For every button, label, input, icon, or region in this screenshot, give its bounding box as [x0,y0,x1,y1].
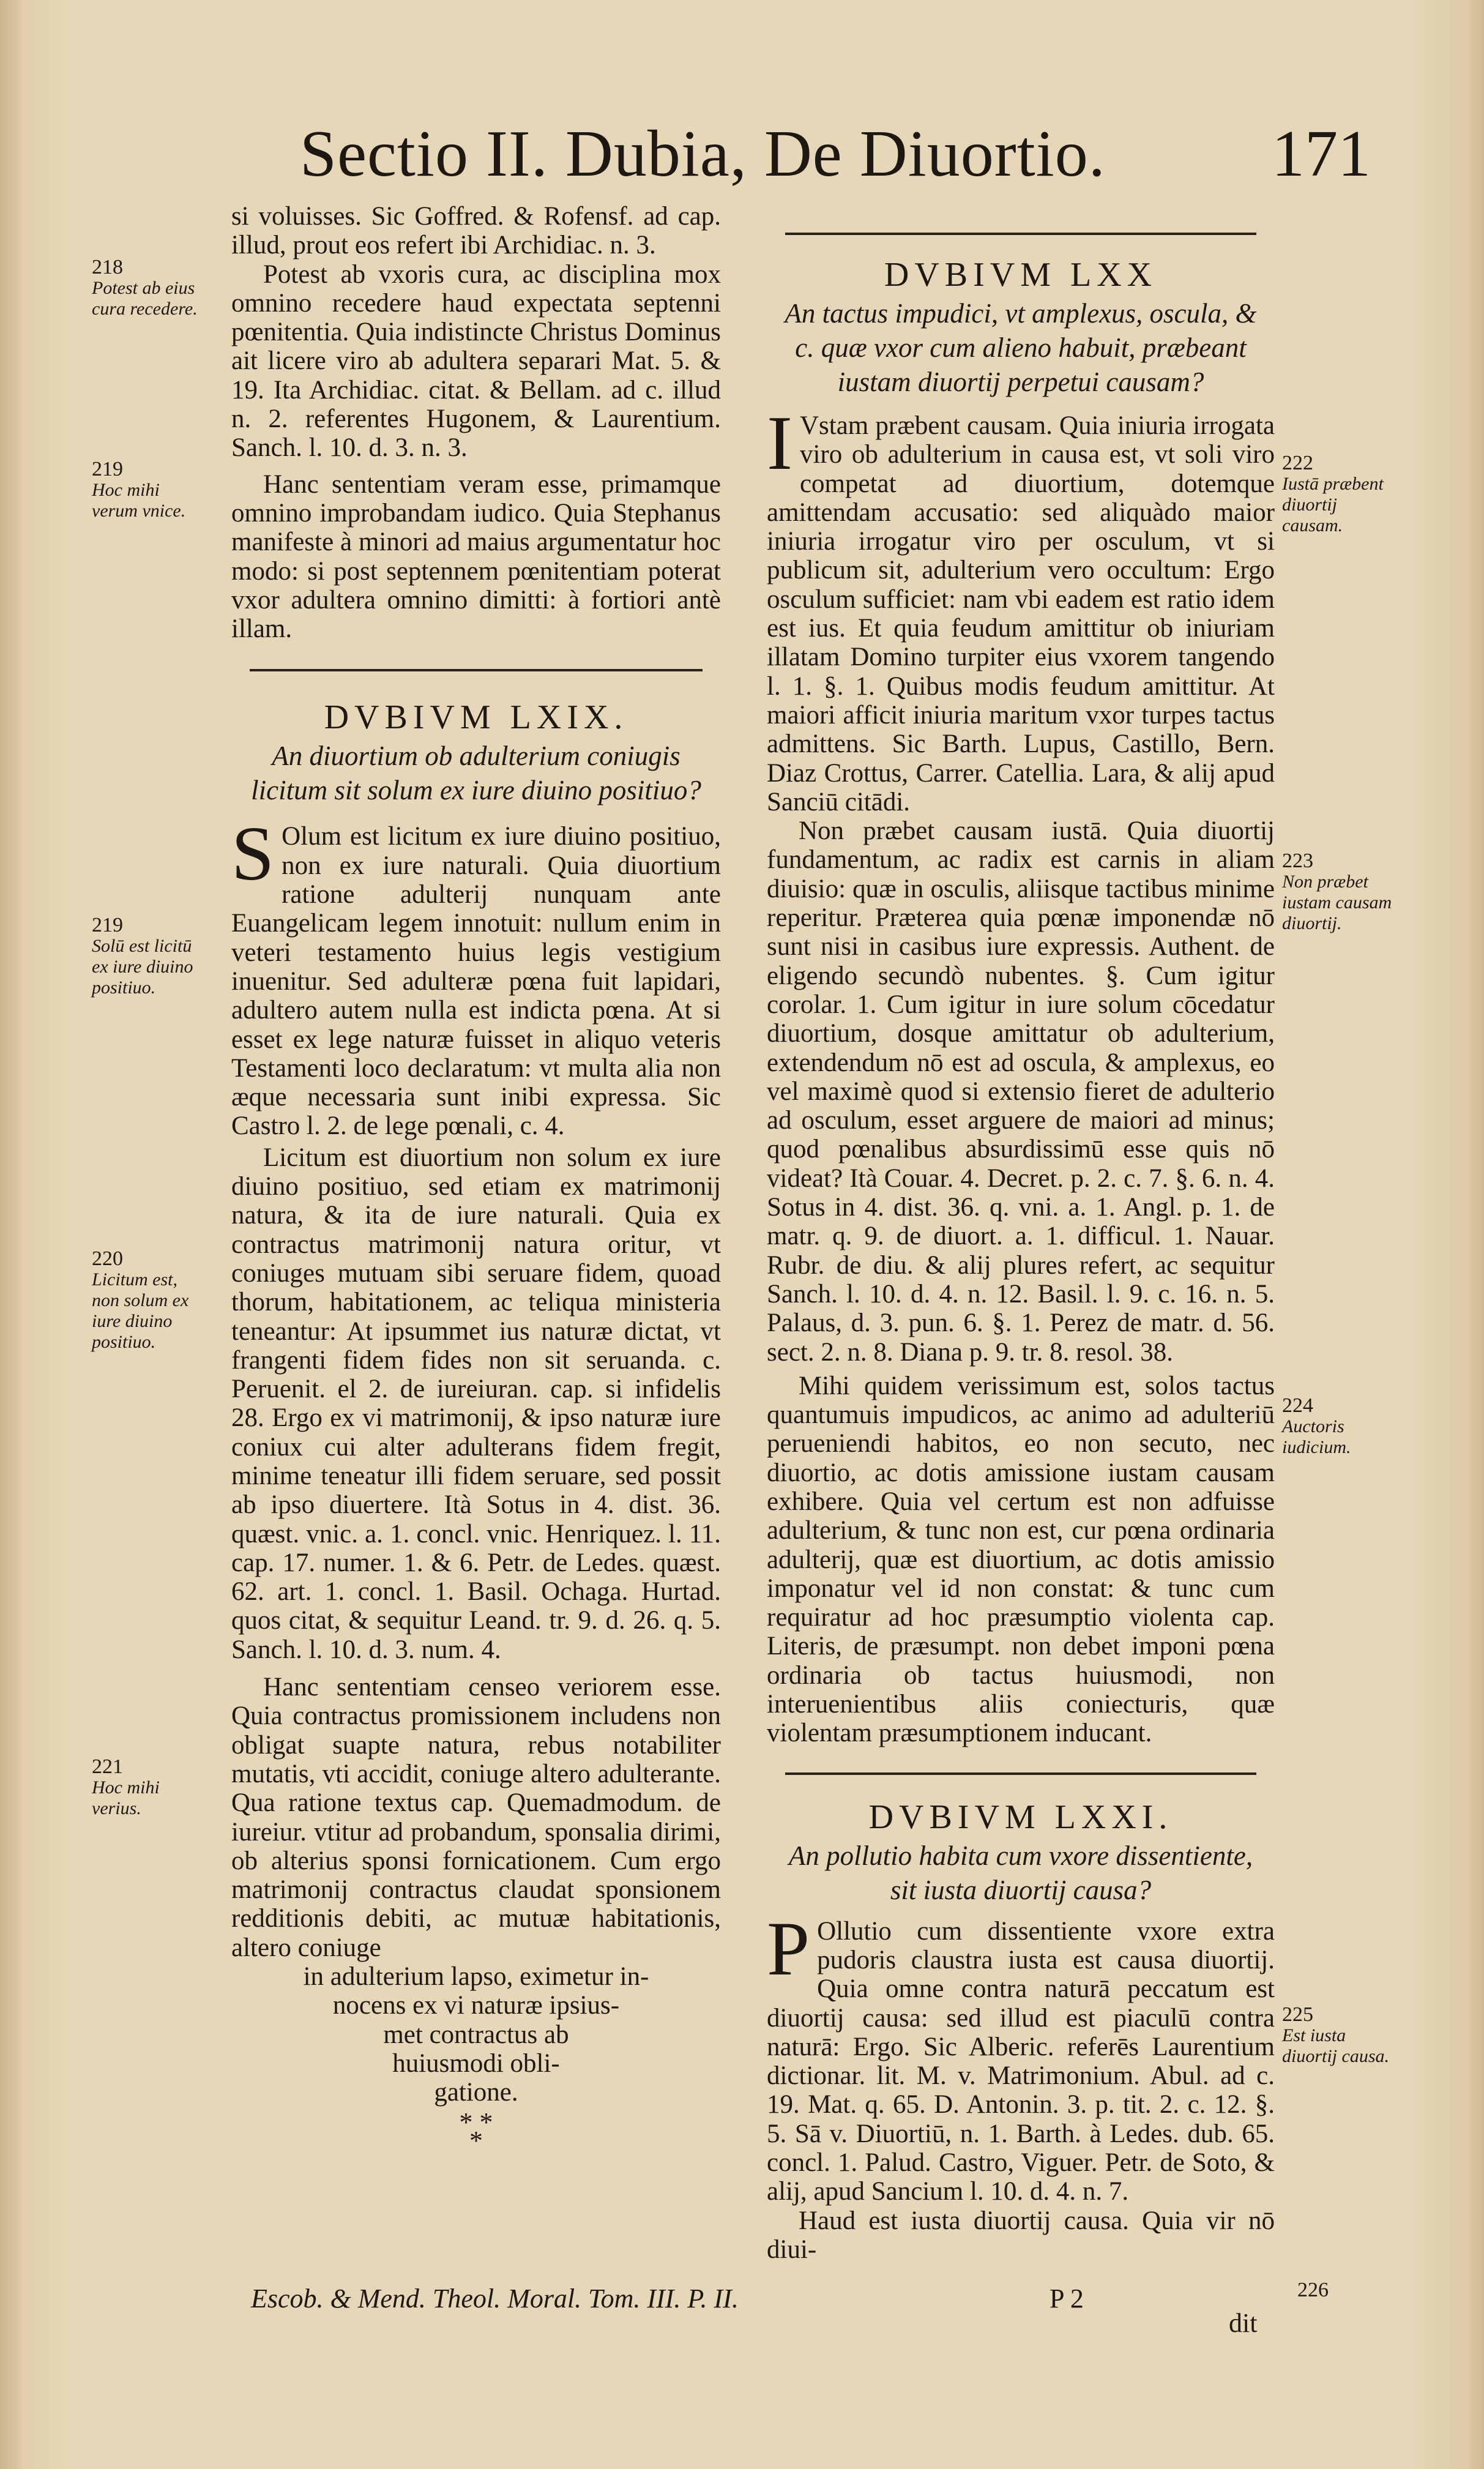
dubium-70-question: An tactus impudici, vt amplexus, oscula, & c. quæ vxor cum alieno habuit, præbeant iustam diuortij perpetui causam? [785,298,1257,397]
margin-note-text: Auctoris iudicium. [1282,1416,1351,1457]
paragraph-222 [767,401,1275,816]
margin-note-220 [92,1249,202,1353]
margin-note-number: 219 [92,458,123,480]
margin-note-218 [92,257,202,319]
paragraph-223: Non præbet causam iustā. Quia diuortij fundamentum, ac radix est carnis in aliam diuisio: quæ in osculis, aliisque tactibus minime reperitur. Præterea quia pœnæ imponendæ nō sunt nisi in casibus iure expressis. Authent. de eligendo secundò nubentes. §. Cum igitur corolar. 1. Cum igitur in iure solum cōcedatur diuortium, dosque amittatur ob adulterium, extendendum nō est ad oscula, & amplexus, eo vel maximè quod si extensio fieret de adulterio ad osculum, esset arguere de maiori ad minus; quod pœnalibus absurdissimū esse quis nō videat? Ità Couar. 4. Decret. p. 2. c. 7. §. 6. n. 4. Sotus in 4. dist. 36. q. vni. a. 1. Angl. p. 1. de matr. q. 9. de diuort. a. 1. difficul. 1. Nauar. Rubr. de diu. & alij plures refert, ac sequitur Sanch. l. 10. d. 4. n. 12. Basil. l. 9. c. 16. n. 5. Palaus, d. 3. pun. 6. §. 1. Perez de matr. d. 56. sect. 2. n. 8. Diana p. 9. tr. 8. resol. 38. [767,816,1275,1367]
margin-note-222 [1282,453,1392,536]
margin-note-text: Licitum est, non solum ex iure diuino positiuo. [92,1269,189,1352]
margin-note-text: Non præbet iustam causam diuortij. [1282,872,1392,933]
paragraph-continued: si voluisses. Sic Goffred. & Rofensf. ad cap. illud, prout eos refert ibi Archidiac. n. 3. [231,202,721,260]
margin-note-number: 222 [1282,452,1313,474]
paragraph-225-text: Ollutio cum dissentiente vxore extra pudoris claustra iusta est causa diuortij. Quia omne contra naturā peccatum est diuortij causa: sed illud est piaculū contra naturā: Ergo. Sic Alberic. referēs Laurentium dictionar. lit. M. v. Matrimonium. Abul. ad c. 19. Mat. q. 65. D. Antonin. 3. p. tit. 2. c. 12. §. 5. Sā v. Diuortiū, n. 1. Barth. à Ledes. dub. 65. concl. 1. Palud. Castro, Viguer. Petr. de Soto, & alij, apud Sancium l. 10. d. 4. n. 7. [767,1916,1275,2206]
margin-note-number: 226 [1297,2279,1329,2301]
margin-note-number: 225 [1282,2003,1313,2026]
paragraph-218: Potest ab vxoris cura, ac disciplina mox omnino recedere haud expectata septenni pœnitentia. Quia indistincte Christus Dominus ait licere viro ab adultera separari Mat. 5. & 19. Ita Archidiac. citat. & Bellam. ad c. illud n. 2. referentes Hugonem, & Laurentium. Sanch. l. 10. d. 3. n. 3. [231,260,721,463]
drop-cap: P [767,1906,810,1992]
paragraph-219a: Hanc sententiam veram esse, primamque omnino improbandam iudico. Quia Stephanus manifeste à minori ad maius argumentatur hoc modo: si post septennem pœnitentiam poterat vxor adultera omnino dimitti: à fortiori antè illam. [231,469,721,644]
margin-note-text: Hoc mihi verum vnice. [92,480,186,521]
left-column [231,202,721,2156]
margin-note-number: 218 [92,256,123,278]
running-head [300,116,1371,202]
margin-note-226 [1297,2280,1408,2301]
section-rule [250,669,703,671]
asterism: * * * [459,2107,493,2156]
paragraph-220: Licitum est diuortium non solum ex iure diuino positiuo, sed etiam ex matrimonij natura, & ita de iure naturali. Quia ex contractus matrimonij natura oritur, vt coniuges mutuam sibi seruare fidem, quoad thorum, habitationem, ac teliqua ministeria teneantur: At ipsummet ius naturæ dictat, vt frangenti fidem fides non sit seruanda. c. Peruenit. el 2. de iureiuran. cap. si infidelis 28. Ergo ex vi matrimonij, & ipso naturæ iure coniux cui alter adulterans fidem fregit, minime teneatur illi fidem seruare, sed possit ab ipso diuertere. Ità Sotus in 4. dist. 36. quæst. vnic. a. 1. concl. vnic. Henriquez. l. 11. cap. 17. numer. 1. & 6. Petr. de Ledes. quæst. 62. art. 1. concl. 1. Basil. Ochaga. Hurtad. quos citat, & sequitur Leand. tr. 9. d. 26. q. 5. Sanch. l. 10. d. 3. num. 4. [231,1143,721,1664]
section-rule [785,233,1256,235]
paragraph-222-text: Vstam præbent causam. Quia iniuria irrogata viro ob adulterium in causa est, vt soli viro competat ad diuortium, dotemque amittendam accusatio: sed aliquàdo maior iniuria irrogatur viro per osculum, vt si publicum sit, adulterium vero occultum: Ergo osculum sufficiet: nam vbi eadem est ratio idem est ius. Et quia feudum amittitur ob iniuriam illatam Domino turpiter eius vxorem tangendo l. 1. §. 1. Quibus modis feudum amittitur. At maiori afficit iniuria maritum vxor turpes tactus admittens. Sic Barth. Lupus, Castillo, Bern. Diaz Crottus, Carrer. Catellia. Lara, & alij apud Sanciū citādi. [767,411,1275,816]
margin-note-text: Hoc mihi verius. [92,1777,160,1818]
paragraph-219b [231,812,721,1141]
dubium-70-heading: DVBIVM LXX [884,256,1158,294]
margin-note-number: 220 [92,1247,123,1270]
signature-mark: P 2 [1050,2284,1084,2314]
margin-note-219 [92,459,202,521]
paragraph-226: Haud est iusta diuortij causa. Quia vir nō diui- [767,2206,1275,2264]
margin-note-number: 224 [1282,1394,1313,1417]
paragraph-219b-text: Olum est licitum ex iure diuino positiuo, non ex iure naturali. Quia diuortium ratione adulterij nunquam ante Euangelicam legem innotuit: nullum enim in veteri testamento huius legis vestigium inuenitur. Sed adulteræ pœna fuit lapidari, adultero autem nulla est indicta pœna. At si esset ex lege naturæ fuisset in aliquo veteris Testamenti loco declaratum: vt multa alia non æque necessaria sunt inibi expressa. Sic Castro l. 2. de lege pœnali, c. 4. [231,822,721,1141]
margin-note-text: Est iusta diuortij causa. [1282,2025,1390,2066]
signature-line: Escob. & Mend. Theol. Moral. Tom. III. P. II. [251,2284,739,2314]
margin-note-225 [1282,2004,1392,2067]
section-rule [785,1772,1256,1775]
margin-note-number: 223 [1282,850,1313,872]
drop-cap: S [231,812,275,897]
margin-note-number: 221 [92,1755,123,1778]
drop-cap: I [767,401,792,486]
margin-note-number: 219 [92,914,123,936]
tapered-ending [231,1962,721,2107]
page-number: 171 [1272,118,1371,190]
taper-line: in adulterium lapso, eximetur in- [303,1962,649,1992]
taper-line: huiusmodi obli- [392,2049,560,2078]
margin-note-221 [92,1757,202,1819]
running-head-title: Sectio II. Dubia, De Diuortio. [300,118,1106,190]
taper-line: gatione. [434,2078,518,2107]
margin-note-224 [1282,1395,1392,1458]
margin-note-text: Potest ab eius cura recedere. [92,278,198,319]
paragraph-225 [767,1906,1275,2206]
paragraph-221: Hanc sententiam censeo veriorem esse. Quia contractus promissionem includens non obligat suapte natura, rebus notabiliter mutatis, vti accidit, coniuge altero adulterante. Qua ratione textus cap. Quemadmodum. de iureiur. vtitur ad probandum, sponsalia dirimi, ob alterius sponsi fornicationem. Cum ergo matrimonij contractus claudat sponsionem redditionis debiti, ac mutuæ habitationis, altero coniuge [231,1673,721,1962]
right-column [767,233,1275,2264]
dubium-71-question: An pollutio habita cum vxore dissentiente, sit iusta diuortij causa? [788,1840,1253,1905]
margin-note-223 [1282,851,1392,934]
dubium-71-heading: DVBIVM LXXI. [868,1798,1173,1836]
margin-note-text: Solū est licitū ex iure diuino positiuo. [92,936,193,998]
paragraph-224: Mihi quidem verissimum est, solos tactus quantumuis impudicos, ac animo ad adulteriū perueniendi habitos, eo non secuto, nec diuortio, ac dotis amissione iustam causam exhibere. Quia vel certum est non adfuisse adulterium, & tunc non est, cur pœna ordinaria adulterij, quæ est diuortium, ac dotis amissio imponatur vel id non constat: & tunc cum requiratur ad hoc præsumptio violenta cap. Literis, de præsumpt. non debet imponi pœna ordinaria ob tactus huiusmodi, non interuenientibus aliis coniecturis, quæ violentam præsumptionem inducant. [767,1371,1275,1748]
margin-note-219b [92,915,202,998]
margin-note-text: Iustā præbent diuortij causam. [1282,474,1384,536]
catchword: dit [1229,2308,1258,2338]
dubium-69-heading: DVBIVM LXIX. [324,698,628,737]
taper-line: met contractus ab [383,2020,569,2049]
dubium-69-question: An diuortium ob adulterium coniugis licitum sit solum ex iure diuino positiuo? [251,741,701,806]
taper-line: nocens ex vi naturæ ipsius- [332,1991,620,2020]
